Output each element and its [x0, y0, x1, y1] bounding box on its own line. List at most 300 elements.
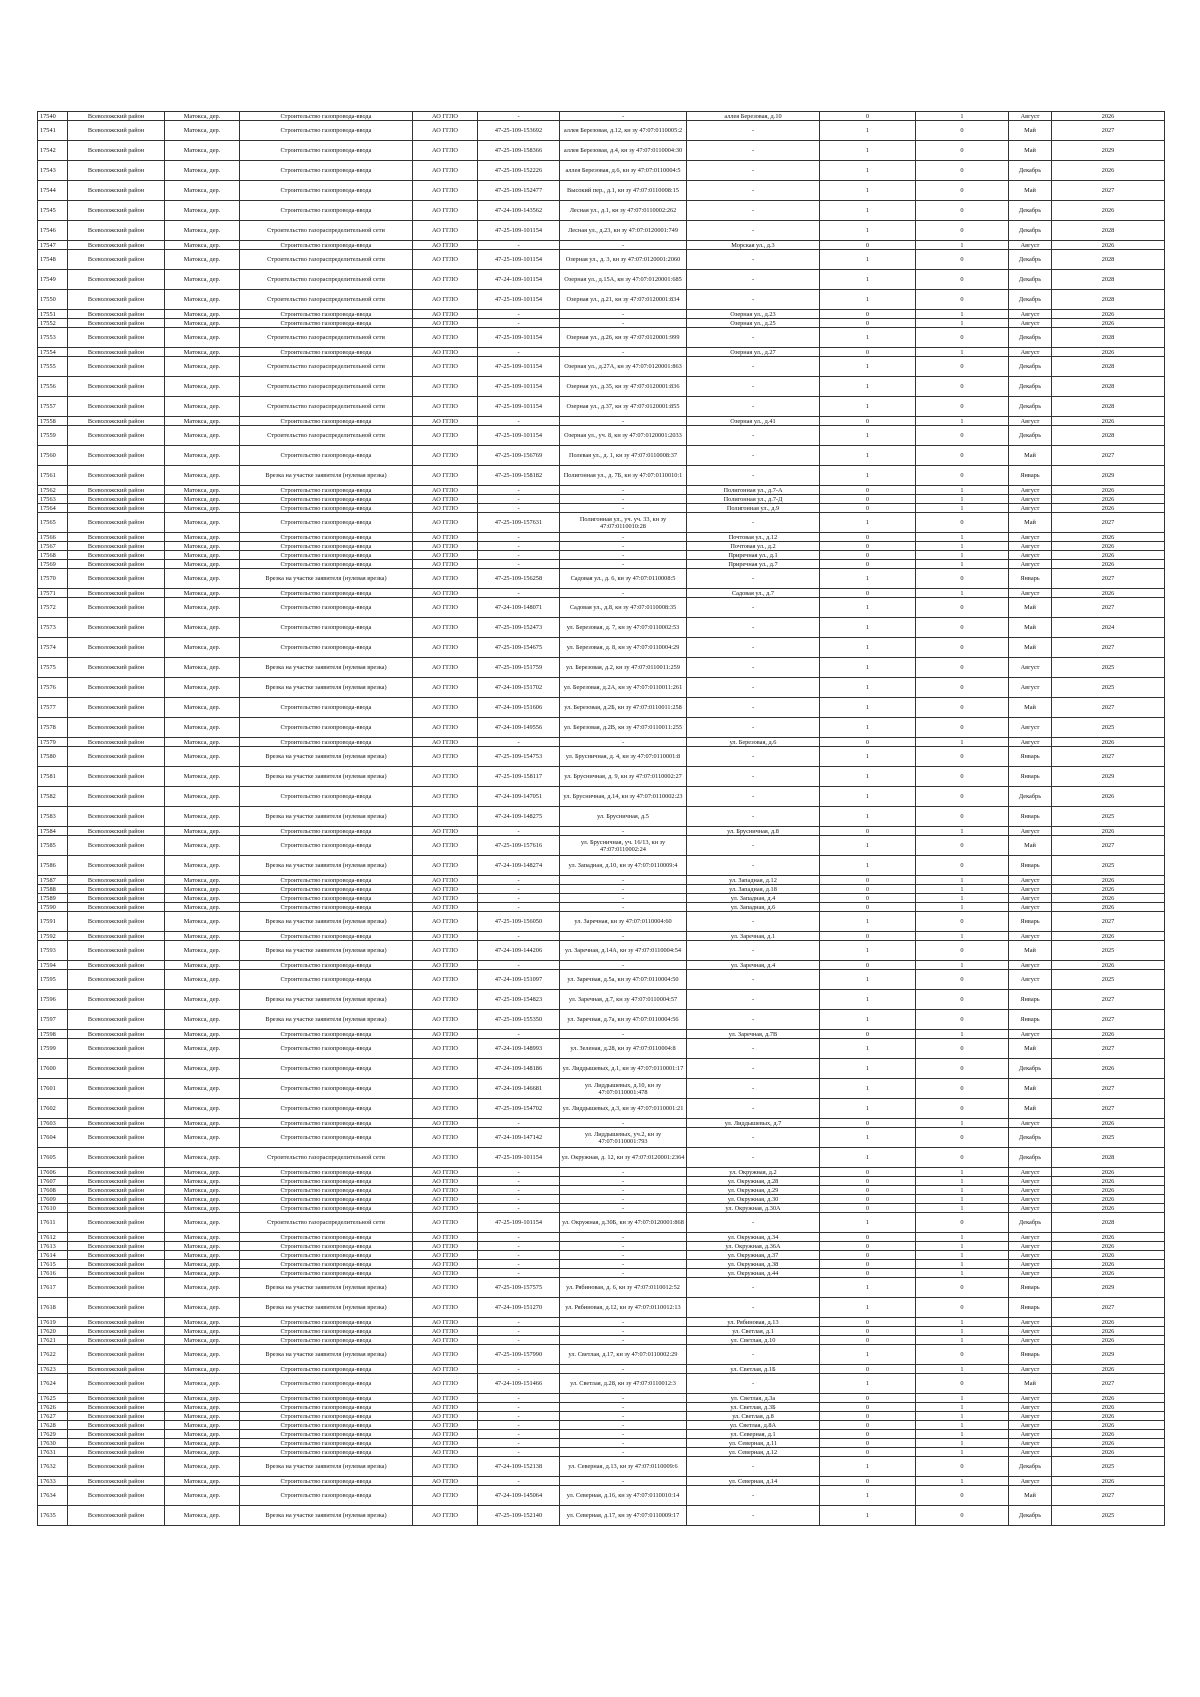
table-row	[38, 290, 1165, 310]
cell-application-number: 47-24-109-152138	[478, 1457, 560, 1477]
cell-year: 2026	[1052, 1439, 1165, 1448]
cell-qty-b: 1	[916, 1327, 1009, 1336]
cell-district: Всеволожский район	[68, 1336, 165, 1345]
cell-qty-b: 1	[916, 1430, 1009, 1439]
table-row	[38, 221, 1165, 241]
cell-qty-a: 0	[820, 1260, 916, 1269]
cell-house-address: -	[687, 1128, 820, 1148]
cell-house-address: ул. Западная, д.12	[687, 876, 820, 885]
cell-organization: АО ГГЛО	[413, 569, 478, 589]
cell-year: 2029	[1052, 1345, 1165, 1365]
cell-qty-b: 1	[916, 589, 1009, 598]
cell-house-address: ул. Западная, д.6	[687, 903, 820, 912]
cell-month: Декабрь	[1009, 290, 1052, 310]
cell-work-type: Строительство газопровода-ввода	[240, 970, 413, 990]
cell-cadastral-address: Садовая ул., д.8, кн зу 47:07:0110008:35	[560, 598, 687, 618]
cell-row-number: 17565	[38, 513, 68, 533]
cell-house-address: -	[687, 161, 820, 181]
table-row	[38, 738, 1165, 747]
cell-qty-b: 1	[916, 1204, 1009, 1213]
cell-work-type: Врезка на участке заявителя (нулевая врезка)	[240, 807, 413, 827]
cell-qty-b: 1	[916, 885, 1009, 894]
table-row	[38, 551, 1165, 560]
cell-month: Август	[1009, 348, 1052, 357]
cell-year: 2026	[1052, 738, 1165, 747]
cell-house-address: -	[687, 1345, 820, 1365]
cell-organization: АО ГГЛО	[413, 1168, 478, 1177]
cell-year: 2028	[1052, 290, 1165, 310]
cell-qty-a: 1	[820, 201, 916, 221]
cell-work-type: Строительство газораспределительной сети	[240, 357, 413, 377]
table-row	[38, 504, 1165, 513]
table-row	[38, 533, 1165, 542]
cell-organization: АО ГГЛО	[413, 319, 478, 328]
table-row	[38, 1394, 1165, 1403]
cell-row-number: 17553	[38, 328, 68, 348]
cell-year: 2026	[1052, 319, 1165, 328]
cell-house-address: Озерная ул., д.25	[687, 319, 820, 328]
cell-organization: АО ГГЛО	[413, 598, 478, 618]
cell-year: 2027	[1052, 836, 1165, 856]
cell-cadastral-address: -	[560, 1204, 687, 1213]
cell-year: 2026	[1052, 1186, 1165, 1195]
cell-application-number: -	[478, 903, 560, 912]
cell-qty-b: 0	[916, 377, 1009, 397]
cell-cadastral-address: -	[560, 894, 687, 903]
cell-organization: АО ГГЛО	[413, 638, 478, 658]
table-row	[38, 787, 1165, 807]
cell-cadastral-address: ул. Березовая, д.2В, кн зу 47:07:0110011:255	[560, 718, 687, 738]
cell-locality: Матокса, дер.	[165, 161, 240, 181]
cell-work-type: Строительство газопровода-ввода	[240, 446, 413, 466]
cell-qty-a: 1	[820, 1079, 916, 1099]
cell-row-number: 17603	[38, 1119, 68, 1128]
cell-application-number: 47-25-109-157616	[478, 836, 560, 856]
cell-qty-a: 0	[820, 1030, 916, 1039]
cell-qty-b: 0	[916, 1298, 1009, 1318]
cell-district: Всеволожский район	[68, 560, 165, 569]
cell-house-address: Озерная ул., д.23	[687, 310, 820, 319]
cell-district: Всеволожский район	[68, 1430, 165, 1439]
cell-qty-a: 1	[820, 121, 916, 141]
cell-locality: Матокса, дер.	[165, 698, 240, 718]
cell-qty-a: 0	[820, 1403, 916, 1412]
cell-qty-b: 0	[916, 1278, 1009, 1298]
cell-cadastral-address: ул. Лиддышевых, уч.2, кн зу 47:07:0110001:793	[560, 1128, 687, 1148]
cell-application-number: 47-25-109-101154	[478, 328, 560, 348]
cell-organization: АО ГГЛО	[413, 1242, 478, 1251]
cell-qty-b: 1	[916, 1448, 1009, 1457]
cell-work-type: Строительство газопровода-ввода	[240, 417, 413, 426]
cell-district: Всеволожский район	[68, 161, 165, 181]
cell-work-type: Строительство газопровода-ввода	[240, 141, 413, 161]
cell-work-type: Строительство газопровода-ввода	[240, 618, 413, 638]
cell-house-address: -	[687, 357, 820, 377]
cell-application-number: 47-25-109-101154	[478, 426, 560, 446]
cell-house-address: ул. Окружная, д.30	[687, 1195, 820, 1204]
cell-month: Август	[1009, 486, 1052, 495]
cell-district: Всеволожский район	[68, 1213, 165, 1233]
cell-work-type: Строительство газопровода-ввода	[240, 1318, 413, 1327]
cell-cadastral-address: ул. Зеленая, д.28, кн зу 47:07:0110004:8	[560, 1039, 687, 1059]
cell-organization: АО ГГЛО	[413, 1186, 478, 1195]
cell-year: 2025	[1052, 807, 1165, 827]
cell-district: Всеволожский район	[68, 1242, 165, 1251]
cell-qty-b: 0	[916, 250, 1009, 270]
cell-district: Всеволожский район	[68, 1278, 165, 1298]
cell-organization: АО ГГЛО	[413, 807, 478, 827]
cell-qty-a: 0	[820, 319, 916, 328]
cell-house-address: ул. Окружная, д.29	[687, 1186, 820, 1195]
cell-organization: АО ГГЛО	[413, 1298, 478, 1318]
cell-work-type: Строительство газопровода-ввода	[240, 1394, 413, 1403]
cell-qty-b: 1	[916, 1439, 1009, 1448]
cell-locality: Матокса, дер.	[165, 1421, 240, 1430]
cell-locality: Матокса, дер.	[165, 1195, 240, 1204]
cell-district: Всеволожский район	[68, 1177, 165, 1186]
cell-work-type: Врезка на участке заявителя (нулевая врезка)	[240, 1506, 413, 1526]
cell-house-address: -	[687, 1457, 820, 1477]
cell-row-number: 17620	[38, 1327, 68, 1336]
cell-application-number: -	[478, 1233, 560, 1242]
cell-cadastral-address: ул. Светлая, д.17, кн зу 47:07:0110002:29	[560, 1345, 687, 1365]
cell-year: 2026	[1052, 1177, 1165, 1186]
cell-organization: АО ГГЛО	[413, 738, 478, 747]
cell-row-number: 17556	[38, 377, 68, 397]
cell-year: 2028	[1052, 328, 1165, 348]
cell-application-number: -	[478, 961, 560, 970]
cell-month: Август	[1009, 678, 1052, 698]
cell-work-type: Строительство газопровода-ввода	[240, 787, 413, 807]
cell-qty-a: 0	[820, 589, 916, 598]
cell-house-address: -	[687, 377, 820, 397]
cell-qty-b: 1	[916, 1269, 1009, 1278]
cell-house-address: -	[687, 836, 820, 856]
cell-qty-a: 1	[820, 698, 916, 718]
cell-house-address: -	[687, 221, 820, 241]
cell-locality: Матокса, дер.	[165, 1477, 240, 1486]
cell-locality: Матокса, дер.	[165, 827, 240, 836]
cell-qty-a: 0	[820, 827, 916, 836]
cell-year: 2029	[1052, 141, 1165, 161]
cell-house-address: -	[687, 1148, 820, 1168]
table-row	[38, 903, 1165, 912]
cell-house-address: -	[687, 1039, 820, 1059]
cell-year: 2026	[1052, 504, 1165, 513]
cell-year: 2026	[1052, 551, 1165, 560]
cell-work-type: Врезка на участке заявителя (нулевая врезка)	[240, 678, 413, 698]
cell-month: Декабрь	[1009, 201, 1052, 221]
cell-qty-b: 0	[916, 446, 1009, 466]
cell-locality: Матокса, дер.	[165, 1213, 240, 1233]
cell-organization: АО ГГЛО	[413, 417, 478, 426]
cell-qty-a: 1	[820, 270, 916, 290]
cell-application-number: -	[478, 486, 560, 495]
cell-qty-b: 1	[916, 1242, 1009, 1251]
cell-row-number: 17602	[38, 1099, 68, 1119]
cell-work-type: Строительство газопровода-ввода	[240, 598, 413, 618]
cell-month: Май	[1009, 1039, 1052, 1059]
cell-locality: Матокса, дер.	[165, 319, 240, 328]
cell-organization: АО ГГЛО	[413, 876, 478, 885]
cell-row-number: 17612	[38, 1233, 68, 1242]
cell-qty-b: 0	[916, 357, 1009, 377]
cell-application-number: 47-25-109-101154	[478, 1213, 560, 1233]
cell-month: Август	[1009, 1168, 1052, 1177]
table-row	[38, 446, 1165, 466]
cell-house-address: -	[687, 569, 820, 589]
cell-year: 2028	[1052, 270, 1165, 290]
cell-application-number: -	[478, 504, 560, 513]
cell-district: Всеволожский район	[68, 970, 165, 990]
cell-locality: Матокса, дер.	[165, 1030, 240, 1039]
cell-qty-b: 0	[916, 513, 1009, 533]
cell-cadastral-address: Высокий пер., д.1, кн зу 47:07:0110008:15	[560, 181, 687, 201]
cell-work-type: Строительство газопровода-ввода	[240, 319, 413, 328]
cell-cadastral-address: аллея Березовая, д.6, кн зу 47:07:0110004:5	[560, 161, 687, 181]
cell-house-address: аллея Березовая, д.10	[687, 112, 820, 121]
cell-month: Август	[1009, 876, 1052, 885]
cell-qty-a: 1	[820, 658, 916, 678]
cell-application-number: 47-25-109-158117	[478, 767, 560, 787]
cell-district: Всеволожский район	[68, 1119, 165, 1128]
cell-organization: АО ГГЛО	[413, 836, 478, 856]
cell-qty-b: 0	[916, 141, 1009, 161]
cell-cadastral-address: -	[560, 932, 687, 941]
cell-cadastral-address: ул. Лиддышевых, д.3, кн зу 47:07:0110001:21	[560, 1099, 687, 1119]
cell-organization: АО ГГЛО	[413, 961, 478, 970]
cell-qty-a: 1	[820, 970, 916, 990]
cell-cadastral-address: аллея Березовая, д.4, кн зу 47:07:0110004:30	[560, 141, 687, 161]
cell-work-type: Строительство газопровода-ввода	[240, 1195, 413, 1204]
cell-year: 2025	[1052, 1128, 1165, 1148]
cell-locality: Матокса, дер.	[165, 970, 240, 990]
cell-locality: Матокса, дер.	[165, 618, 240, 638]
cell-district: Всеволожский район	[68, 1327, 165, 1336]
cell-qty-a: 1	[820, 1486, 916, 1506]
cell-organization: АО ГГЛО	[413, 1233, 478, 1242]
cell-work-type: Строительство газопровода-ввода	[240, 181, 413, 201]
cell-application-number: -	[478, 1242, 560, 1251]
cell-work-type: Врезка на участке заявителя (нулевая врезка)	[240, 1457, 413, 1477]
cell-work-type: Строительство газораспределительной сети	[240, 250, 413, 270]
cell-qty-a: 1	[820, 747, 916, 767]
cell-application-number: -	[478, 1394, 560, 1403]
cell-qty-b: 1	[916, 241, 1009, 250]
cell-cadastral-address: Озерная ул., д.26, кн зу 47:07:0120001:999	[560, 328, 687, 348]
cell-cadastral-address: ул. Брусничная, д. 9, кн зу 47:07:0110002:27	[560, 767, 687, 787]
cell-house-address: -	[687, 807, 820, 827]
table-row	[38, 397, 1165, 417]
cell-year: 2027	[1052, 598, 1165, 618]
cell-qty-b: 1	[916, 1412, 1009, 1421]
cell-year: 2026	[1052, 1477, 1165, 1486]
cell-month: Август	[1009, 1242, 1052, 1251]
cell-qty-a: 0	[820, 876, 916, 885]
table-row	[38, 1336, 1165, 1345]
cell-qty-a: 1	[820, 1213, 916, 1233]
cell-organization: АО ГГЛО	[413, 767, 478, 787]
table-row	[38, 466, 1165, 486]
cell-month: Декабрь	[1009, 1059, 1052, 1079]
table-row	[38, 658, 1165, 678]
cell-district: Всеволожский район	[68, 912, 165, 932]
cell-year: 2027	[1052, 1079, 1165, 1099]
cell-qty-b: 1	[916, 348, 1009, 357]
cell-month: Август	[1009, 1177, 1052, 1186]
table-row	[38, 1213, 1165, 1233]
cell-qty-b: 0	[916, 1457, 1009, 1477]
cell-qty-a: 1	[820, 426, 916, 446]
cell-row-number: 17616	[38, 1269, 68, 1278]
cell-organization: АО ГГЛО	[413, 912, 478, 932]
cell-work-type: Строительство газопровода-ввода	[240, 551, 413, 560]
cell-qty-b: 1	[916, 1365, 1009, 1374]
cell-locality: Матокса, дер.	[165, 1439, 240, 1448]
cell-year: 2028	[1052, 1148, 1165, 1168]
cell-house-address: ул. Окружная, д.30А	[687, 1204, 820, 1213]
cell-work-type: Строительство газопровода-ввода	[240, 1403, 413, 1412]
table-row	[38, 1148, 1165, 1168]
cell-application-number: 47-25-109-101154	[478, 357, 560, 377]
cell-organization: АО ГГЛО	[413, 1448, 478, 1457]
cell-year: 2027	[1052, 1099, 1165, 1119]
cell-cadastral-address: -	[560, 1195, 687, 1204]
cell-month: Декабрь	[1009, 1213, 1052, 1233]
cell-application-number: -	[478, 533, 560, 542]
table-row	[38, 1327, 1165, 1336]
cell-organization: АО ГГЛО	[413, 357, 478, 377]
cell-month: Август	[1009, 970, 1052, 990]
cell-year: 2027	[1052, 1039, 1165, 1059]
cell-month: Декабрь	[1009, 161, 1052, 181]
cell-cadastral-address: Лесная ул., д.23, кн зу 47:07:0120001:749	[560, 221, 687, 241]
cell-qty-b: 1	[916, 827, 1009, 836]
cell-locality: Матокса, дер.	[165, 1233, 240, 1242]
cell-district: Всеволожский район	[68, 876, 165, 885]
cell-organization: АО ГГЛО	[413, 181, 478, 201]
table-row	[38, 970, 1165, 990]
cell-cadastral-address: -	[560, 112, 687, 121]
cell-cadastral-address: ул. Окружная, д. 12, кн зу 47:07:0120001:2364	[560, 1148, 687, 1168]
cell-locality: Матокса, дер.	[165, 767, 240, 787]
cell-work-type: Строительство газопровода-ввода	[240, 1186, 413, 1195]
cell-year: 2027	[1052, 1374, 1165, 1394]
cell-row-number: 17592	[38, 932, 68, 941]
cell-year: 2029	[1052, 767, 1165, 787]
cell-locality: Матокса, дер.	[165, 718, 240, 738]
cell-qty-b: 0	[916, 698, 1009, 718]
cell-district: Всеволожский район	[68, 1412, 165, 1421]
cell-work-type: Строительство газопровода-ввода	[240, 1365, 413, 1374]
cell-cadastral-address: -	[560, 319, 687, 328]
cell-district: Всеволожский район	[68, 1251, 165, 1260]
cell-month: Август	[1009, 319, 1052, 328]
cell-district: Всеволожский район	[68, 1374, 165, 1394]
cell-row-number: 17623	[38, 1365, 68, 1374]
cell-application-number: 47-24-109-148071	[478, 598, 560, 618]
cell-qty-a: 0	[820, 1204, 916, 1213]
cell-month: Август	[1009, 658, 1052, 678]
cell-district: Всеволожский район	[68, 241, 165, 250]
cell-locality: Матокса, дер.	[165, 1327, 240, 1336]
cell-application-number: -	[478, 894, 560, 903]
cell-month: Август	[1009, 310, 1052, 319]
cell-application-number: 47-24-109-151466	[478, 1374, 560, 1394]
cell-year: 2026	[1052, 486, 1165, 495]
cell-year: 2026	[1052, 1336, 1165, 1345]
cell-month: Август	[1009, 504, 1052, 513]
cell-row-number: 17564	[38, 504, 68, 513]
cell-district: Всеволожский район	[68, 250, 165, 270]
cell-district: Всеволожский район	[68, 1365, 165, 1374]
cell-locality: Матокса, дер.	[165, 221, 240, 241]
cell-work-type: Строительство газопровода-ввода	[240, 1168, 413, 1177]
table-row	[38, 1030, 1165, 1039]
cell-district: Всеволожский район	[68, 932, 165, 941]
table-row	[38, 1177, 1165, 1186]
cell-district: Всеволожский район	[68, 767, 165, 787]
cell-qty-b: 0	[916, 1486, 1009, 1506]
table-row	[38, 894, 1165, 903]
cell-work-type: Врезка на участке заявителя (нулевая врезка)	[240, 1298, 413, 1318]
cell-qty-b: 0	[916, 658, 1009, 678]
cell-month: Май	[1009, 618, 1052, 638]
cell-locality: Матокса, дер.	[165, 504, 240, 513]
cell-qty-a: 1	[820, 466, 916, 486]
cell-qty-b: 0	[916, 290, 1009, 310]
cell-row-number: 17594	[38, 961, 68, 970]
cell-organization: АО ГГЛО	[413, 827, 478, 836]
cell-district: Всеволожский район	[68, 1298, 165, 1318]
cell-qty-a: 1	[820, 1345, 916, 1365]
cell-locality: Матокса, дер.	[165, 1119, 240, 1128]
cell-work-type: Строительство газораспределительной сети	[240, 426, 413, 446]
cell-cadastral-address: -	[560, 1477, 687, 1486]
cell-district: Всеволожский район	[68, 310, 165, 319]
cell-locality: Матокса, дер.	[165, 1318, 240, 1327]
cell-organization: АО ГГЛО	[413, 328, 478, 348]
cell-locality: Матокса, дер.	[165, 589, 240, 598]
cell-work-type: Строительство газопровода-ввода	[240, 836, 413, 856]
cell-qty-b: 1	[916, 876, 1009, 885]
cell-year: 2028	[1052, 426, 1165, 446]
table-row	[38, 1430, 1165, 1439]
cell-qty-b: 0	[916, 990, 1009, 1010]
cell-year: 2026	[1052, 961, 1165, 970]
cell-house-address: -	[687, 767, 820, 787]
cell-organization: АО ГГЛО	[413, 161, 478, 181]
cell-qty-a: 0	[820, 961, 916, 970]
cell-qty-a: 1	[820, 181, 916, 201]
cell-work-type: Врезка на участке заявителя (нулевая врезка)	[240, 941, 413, 961]
cell-house-address: -	[687, 397, 820, 417]
cell-cadastral-address: ул. Березовая, д. 8, кн зу 47:07:0110004:29	[560, 638, 687, 658]
cell-house-address: Полигонная ул., д.7-А	[687, 486, 820, 495]
cell-application-number: -	[478, 310, 560, 319]
table-row	[38, 1318, 1165, 1327]
cell-row-number: 17554	[38, 348, 68, 357]
cell-cadastral-address: -	[560, 827, 687, 836]
cell-month: Май	[1009, 1099, 1052, 1119]
cell-district: Всеволожский район	[68, 446, 165, 466]
cell-organization: АО ГГЛО	[413, 513, 478, 533]
cell-year: 2026	[1052, 1030, 1165, 1039]
cell-qty-a: 1	[820, 1039, 916, 1059]
cell-row-number: 17610	[38, 1204, 68, 1213]
table-row	[38, 767, 1165, 787]
cell-qty-b: 0	[916, 787, 1009, 807]
